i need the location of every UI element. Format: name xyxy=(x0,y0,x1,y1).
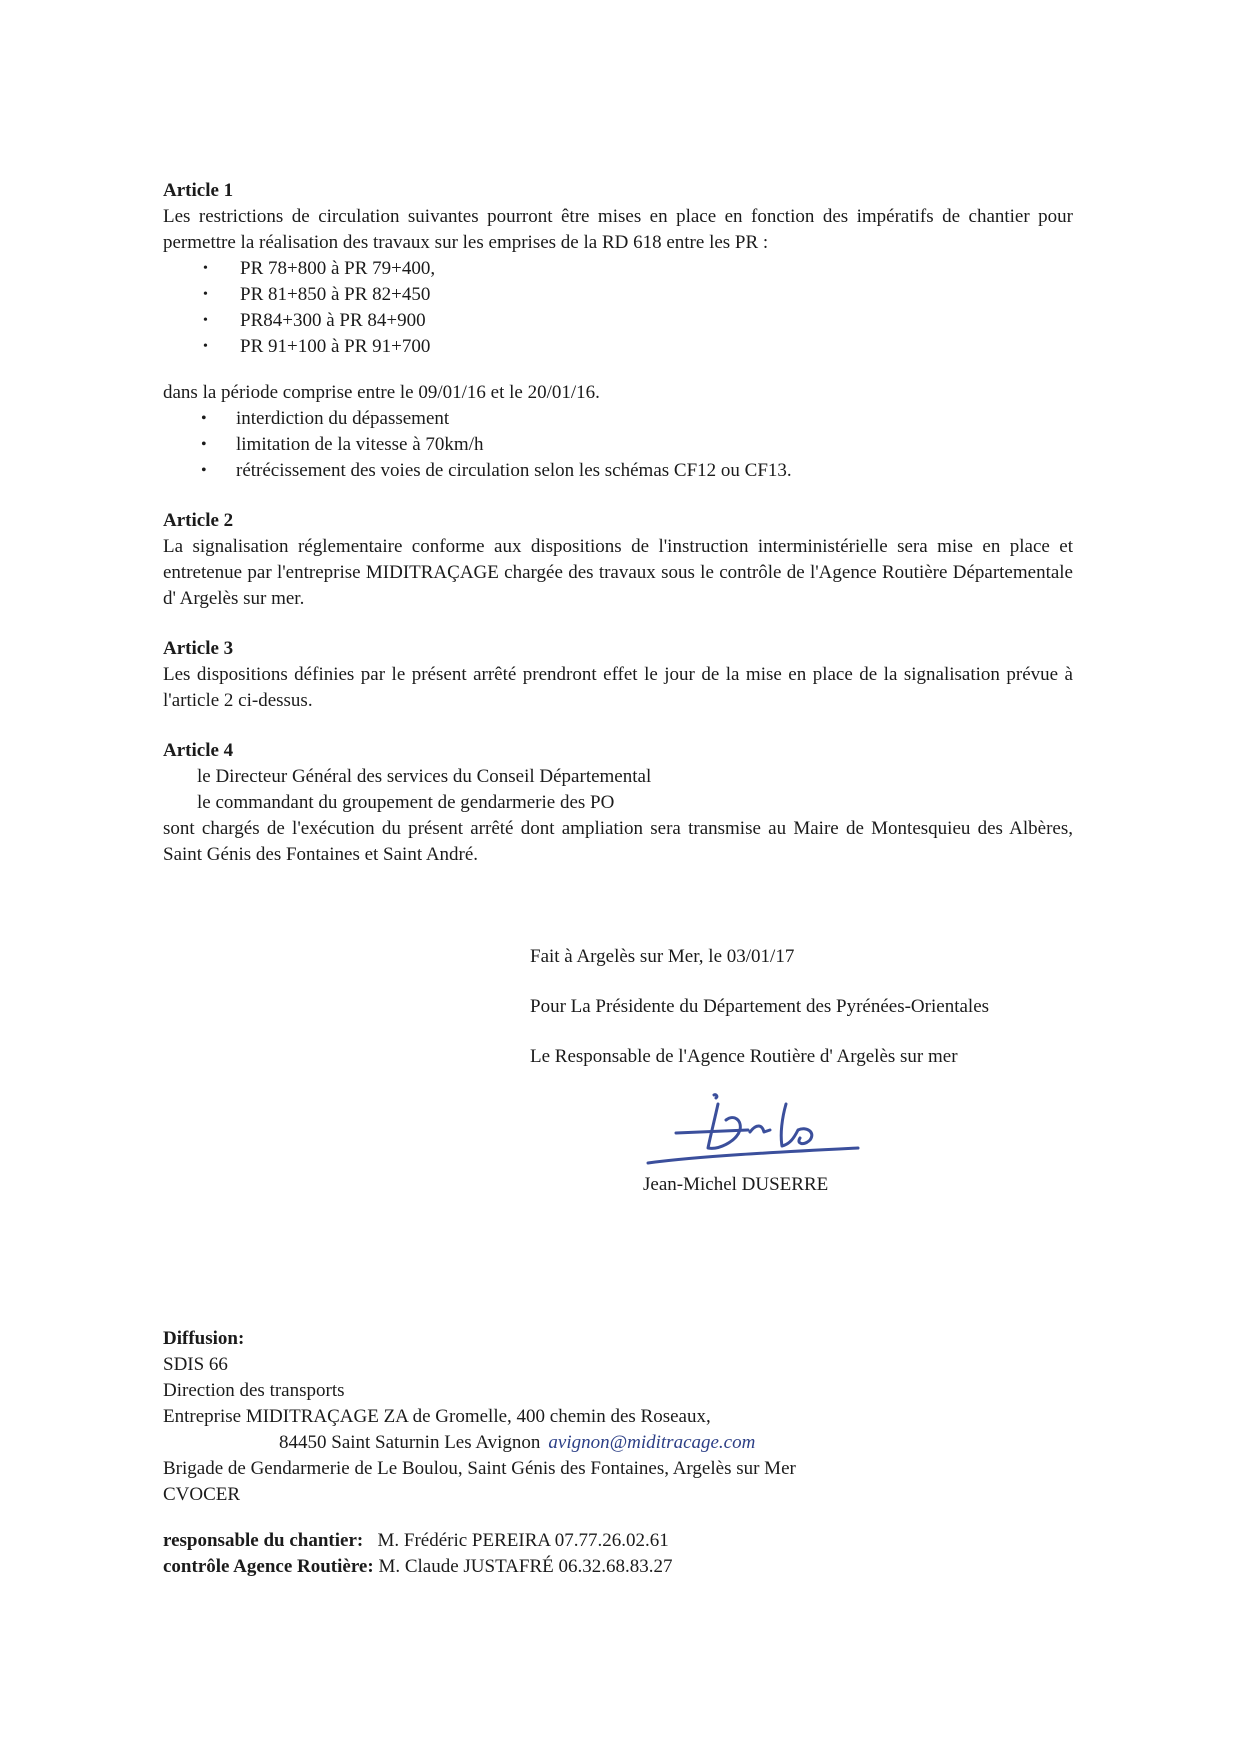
list-item: • PR 81+850 à PR 82+450 xyxy=(163,282,1073,308)
article-1-period: dans la période comprise entre le 09/01/16 et le 20/01/16. xyxy=(163,382,600,403)
list-item: • rétrécissement des voies de circulation selon les schémas CF12 ou CF13. xyxy=(163,458,1073,484)
signer-name: Jean-Michel DUSERRE xyxy=(643,1174,829,1195)
list-item: • PR84+300 à PR 84+900 xyxy=(163,308,1073,334)
article-2-text: La signalisation réglementaire conforme aux dispositions de l'instruction interministérielle sera mise en place et entretenue par l'entreprise MIDITRAÇAGE chargée des travaux sous le contrôle de l'Agence Routière Départementale d' Argelès sur mer. xyxy=(163,536,1073,609)
control-label: contrôle Agence Routière: xyxy=(163,1556,374,1577)
article-2 xyxy=(163,508,1073,612)
control-line xyxy=(163,1554,1163,1580)
article-1-heading: Article 1 xyxy=(163,180,234,201)
signature-block xyxy=(530,944,1090,1070)
diffusion-line: Brigade de Gendarmerie de Le Boulou, Saint Génis des Fontaines, Argelès sur Mer xyxy=(163,1458,796,1479)
article-2-heading: Article 2 xyxy=(163,510,234,531)
place-date: Fait à Argelès sur Mer, le 03/01/17 xyxy=(530,946,795,967)
diffusion-line: CVOCER xyxy=(163,1484,241,1505)
article-3-heading: Article 3 xyxy=(163,638,234,659)
list-item: • PR 78+800 à PR 79+400, xyxy=(163,256,1073,282)
list-item: • limitation de la vitesse à 70km/h xyxy=(163,432,1073,458)
article-1-period-block xyxy=(163,380,1073,484)
diffusion-address-line xyxy=(163,1430,1163,1456)
diffusion-line: Direction des transports xyxy=(163,1380,345,1401)
diffusion-block xyxy=(163,1326,1163,1508)
address-text: 84450 Saint Saturnin Les Avignon xyxy=(279,1432,541,1453)
site-manager-line xyxy=(163,1528,1163,1554)
pr-range-list xyxy=(163,256,1073,360)
contacts-block xyxy=(163,1528,1163,1580)
article-4 xyxy=(163,738,1073,868)
article-4-line-2: le commandant du groupement de gendarmerie des PO xyxy=(197,792,615,813)
article-1 xyxy=(163,178,1073,360)
article-1-intro: Les restrictions de circulation suivantes pourront être mises en place en fonction des impératifs de chantier pour permettre la réalisation des travaux sur les emprises de la RD 618 entre les PR : xyxy=(163,206,1073,253)
site-manager-value: M. Frédéric PEREIRA 07.77.26.02.61 xyxy=(377,1530,669,1551)
article-4-line-1: le Directeur Général des services du Conseil Départemental xyxy=(197,766,652,787)
role-line: Le Responsable de l'Agence Routière d' Argelès sur mer xyxy=(530,1046,958,1067)
article-4-text: sont chargés de l'exécution du présent arrêté dont ampliation sera transmise au Maire de Montesquieu des Albères, Saint Génis des Fontaines et Saint André. xyxy=(163,818,1073,865)
for-line: Pour La Présidente du Département des Pyrénées-Orientales xyxy=(530,996,990,1017)
handwritten-signature xyxy=(640,1090,870,1170)
diffusion-line: SDIS 66 xyxy=(163,1354,228,1375)
restriction-list xyxy=(163,406,1073,484)
diffusion-heading: Diffusion: xyxy=(163,1328,245,1349)
diffusion-line: Entreprise MIDITRAÇAGE ZA de Gromelle, 400 chemin des Roseaux, xyxy=(163,1406,711,1427)
article-3-text: Les dispositions définies par le présent arrêté prendront effet le jour de la mise en place de la signalisation prévue à l'article 2 ci-dessus. xyxy=(163,664,1073,711)
list-item: • PR 91+100 à PR 91+700 xyxy=(163,334,1073,360)
article-3 xyxy=(163,636,1073,714)
site-manager-label: responsable du chantier: xyxy=(163,1530,364,1551)
control-value: M. Claude JUSTAFRÉ 06.32.68.83.27 xyxy=(378,1556,673,1577)
list-item: • interdiction du dépassement xyxy=(163,406,1073,432)
article-4-heading: Article 4 xyxy=(163,740,234,761)
email-link[interactable]: avignon@miditracage.com xyxy=(548,1432,756,1453)
